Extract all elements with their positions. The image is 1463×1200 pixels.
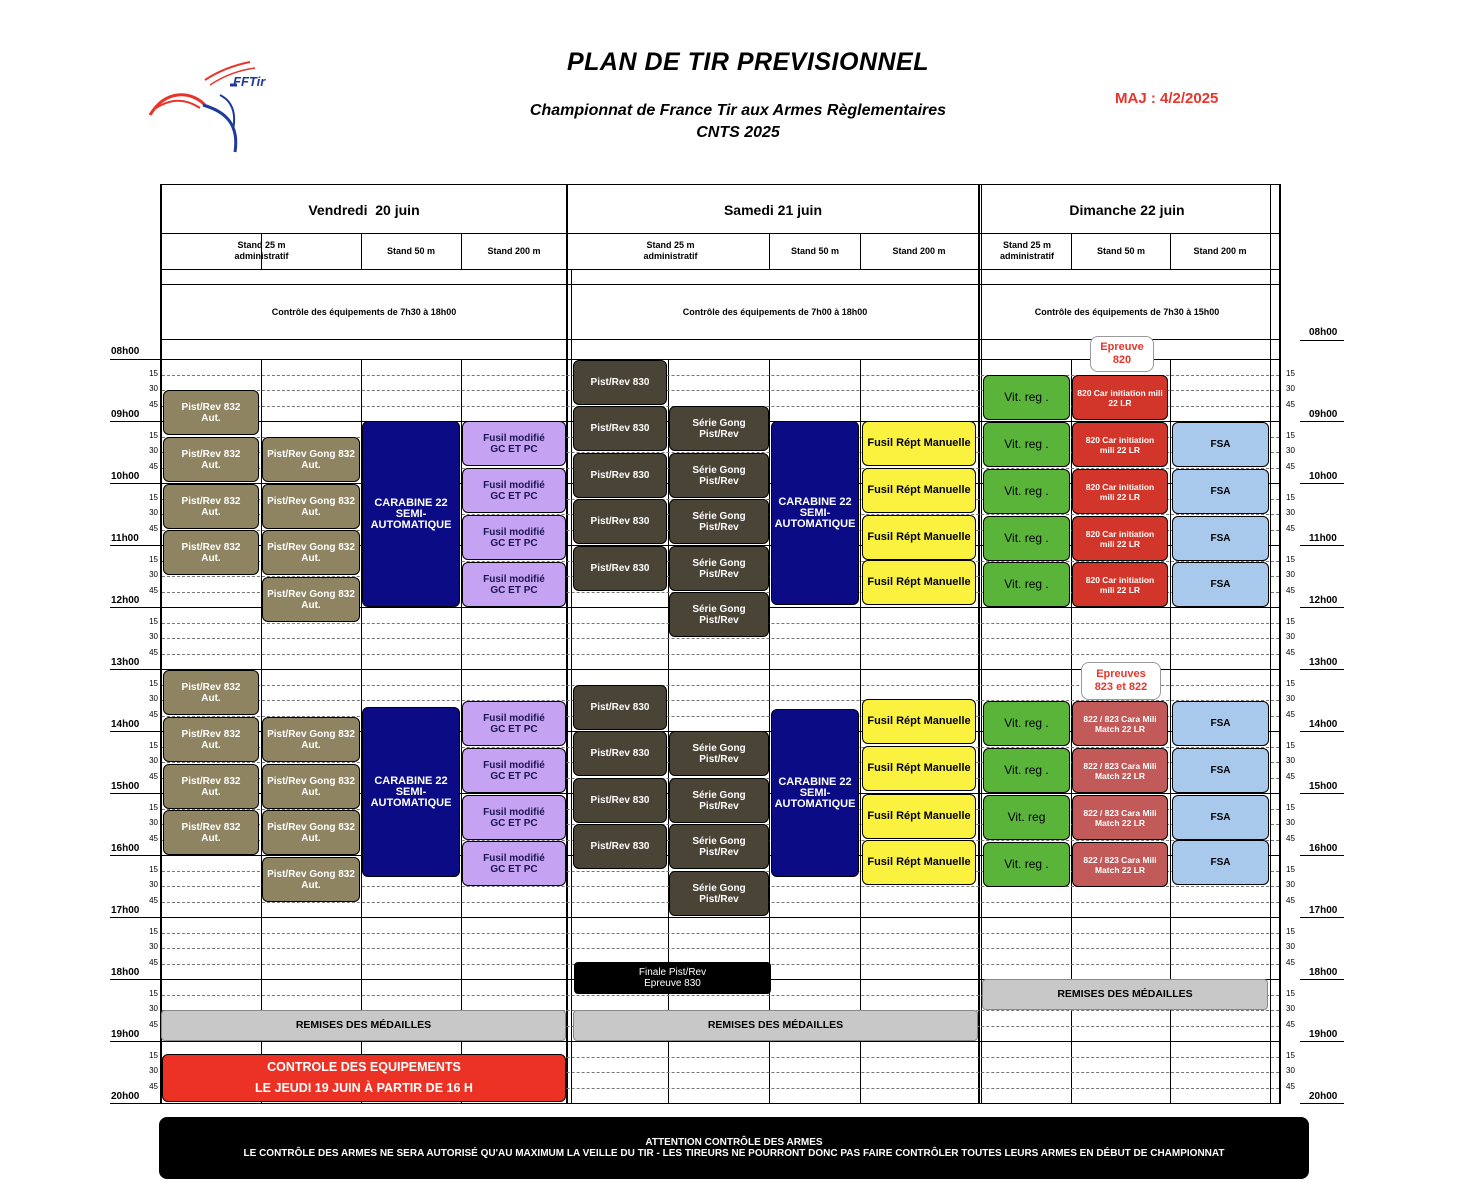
event-pist-rev-830: Pist/Rev 830 — [573, 453, 667, 498]
grid-line — [160, 1041, 1281, 1042]
notice-title: ATTENTION CONTRÔLE DES ARMES — [645, 1137, 823, 1148]
quarter-label: 45 — [149, 957, 158, 967]
quarter-label: 30 — [149, 694, 158, 703]
stand-50m-sunday: Stand 50 m — [1096, 245, 1145, 256]
event-pist-rev-830: Pist/Rev 830 — [573, 731, 667, 776]
time-label-left: 10h00 — [111, 471, 140, 482]
quarter-label: 45 — [149, 585, 158, 595]
event-vit-reg: Vit. reg . — [983, 516, 1070, 561]
event-pist-rev-gong-832: Pist/Rev Gong 832 Aut. — [262, 437, 360, 482]
grid-line — [1300, 421, 1344, 422]
time-label-right: 09h00 — [1309, 409, 1338, 420]
event-pist-rev-832: Pist/Rev 832 Aut. — [163, 810, 259, 855]
grid-line — [110, 855, 160, 856]
quarter-label: 45 — [1286, 461, 1295, 471]
quarter-label: 30 — [149, 942, 158, 951]
quarter-label: 45 — [1286, 771, 1295, 781]
quarter-label: 15 — [149, 554, 158, 564]
grid-line — [160, 184, 1281, 185]
event-pist-rev-gong-832: Pist/Rev Gong 832 Aut. — [262, 484, 360, 529]
event-fusil-modifie: Fusil modifié GC ET PC — [462, 795, 566, 840]
grid-line — [1300, 731, 1344, 732]
quarter-label: 45 — [149, 895, 158, 905]
grid-line — [1300, 917, 1344, 918]
grid-line — [110, 1041, 160, 1042]
quarter-label: 45 — [149, 647, 158, 657]
quarter-label: 45 — [1286, 399, 1295, 409]
grid-line — [162, 933, 1279, 934]
event-pist-rev-832: Pist/Rev 832 Aut. — [163, 670, 259, 715]
quarter-label: 30 — [149, 818, 158, 827]
event-vit-reg: Vit. reg . — [983, 469, 1070, 514]
event-serie-gong: Série Gong Pist/Rev — [669, 824, 769, 869]
quarter-label: 45 — [149, 1081, 158, 1091]
time-label-right: 15h00 — [1309, 781, 1338, 792]
quarter-label: 15 — [1286, 678, 1295, 688]
grid-line — [1279, 184, 1281, 1104]
event-fusil-modifie: Fusil modifié GC ET PC — [462, 562, 566, 607]
event-fusil-modifie: Fusil modifié GC ET PC — [462, 748, 566, 793]
event-carabine-22-semi-auto: CARABINE 22 SEMI- AUTOMATIQUE — [771, 709, 859, 877]
grid-line — [1300, 483, 1344, 484]
quarter-label: 15 — [1286, 616, 1295, 626]
time-label-right: 16h00 — [1309, 843, 1338, 854]
page-title: PLAN DE TIR PREVISIONNEL — [566, 48, 930, 76]
event-pist-rev-832: Pist/Rev 832 Aut. — [163, 390, 259, 435]
quarter-label: 15 — [1286, 492, 1295, 502]
time-label-left: 18h00 — [111, 967, 140, 978]
time-label-left: 20h00 — [111, 1091, 140, 1102]
quarter-label: 15 — [149, 678, 158, 688]
event-820-car-initiation: 820 Car initiation mili 22 LR — [1072, 516, 1168, 561]
event-pist-rev-gong-832: Pist/Rev Gong 832 Aut. — [262, 857, 360, 902]
quarter-label: 15 — [149, 368, 158, 378]
grid-line — [110, 359, 160, 360]
time-label-right: 10h00 — [1309, 471, 1338, 482]
event-serie-gong: Série Gong Pist/Rev — [669, 592, 769, 637]
grid-line — [978, 184, 980, 1104]
quarter-label: 15 — [1286, 368, 1295, 378]
quarter-label: 30 — [1286, 942, 1295, 951]
quarter-label: 15 — [1286, 554, 1295, 564]
quarter-label: 30 — [1286, 818, 1295, 827]
control-info-saturday: Contrôle des équipements de 7h00 à 18h00 — [682, 306, 868, 317]
event-pist-rev-gong-832: Pist/Rev Gong 832 Aut. — [262, 577, 360, 622]
quarter-label: 45 — [149, 523, 158, 533]
event-vit-reg: Vit. reg . — [983, 748, 1070, 793]
quarter-label: 30 — [149, 446, 158, 455]
medal-ceremony-friday: REMISES DES MÉDAILLES — [161, 1010, 566, 1041]
event-serie-gong: Série Gong Pist/Rev — [669, 406, 769, 451]
quarter-label: 45 — [1286, 709, 1295, 719]
time-label-right: 19h00 — [1309, 1029, 1338, 1040]
quarter-label: 15 — [149, 740, 158, 750]
quarter-label: 30 — [149, 1004, 158, 1013]
event-fusil-rept-manuelle: Fusil Répt Manuelle — [862, 746, 976, 791]
notice-text: LE CONTRÔLE DES ARMES NE SERA AUTORISÉ QU'AU MAXIMUM LA VEILLE DU TIR - LES TIREURS NE POURRONT DONC PAS FAIRE CONTRÔLER TOUTES LEURS ARMES EN DÉBUT DE CHAMPIONNAT — [243, 1148, 1225, 1159]
quarter-label: 45 — [149, 1019, 158, 1029]
quarter-label: 15 — [149, 616, 158, 626]
grid-line — [566, 184, 568, 1104]
event-fsa: FSA — [1172, 795, 1269, 840]
grid-line — [1300, 607, 1344, 608]
quarter-label: 45 — [149, 709, 158, 719]
equipment-control-banner — [162, 1054, 566, 1102]
grid-line — [110, 793, 160, 794]
grid-line — [160, 917, 1281, 918]
event-pist-rev-830: Pist/Rev 830 — [573, 824, 667, 869]
time-label-left: 15h00 — [111, 781, 140, 792]
stand-200m-sunday: Stand 200 m — [1193, 245, 1247, 256]
grid-line — [1300, 669, 1344, 670]
grid-line — [1300, 340, 1344, 341]
stand-25m-saturday: Stand 25 m administratif — [643, 240, 698, 261]
event-pist-rev-832: Pist/Rev 832 Aut. — [163, 764, 259, 809]
grid-line — [110, 979, 160, 980]
quarter-label: 45 — [149, 833, 158, 843]
event-pist-rev-830: Pist/Rev 830 — [573, 546, 667, 591]
stand-200m-friday: Stand 200 m — [487, 245, 541, 256]
time-label-right: 17h00 — [1309, 905, 1338, 916]
event-vit-reg: Vit. reg . — [983, 375, 1070, 420]
quarter-label: 45 — [1286, 957, 1295, 967]
grid-line — [1300, 979, 1344, 980]
callout-epreuve-820: Epreuve 820 — [1090, 336, 1154, 372]
quarter-label: 30 — [149, 508, 158, 517]
event-fusil-rept-manuelle: Fusil Répt Manuelle — [862, 560, 976, 605]
day-header-friday: Vendredi 20 juin — [308, 202, 420, 218]
event-fusil-rept-manuelle: Fusil Répt Manuelle — [862, 840, 976, 885]
grid-line — [110, 669, 160, 670]
grid-line — [1300, 855, 1344, 856]
quarter-label: 30 — [149, 384, 158, 393]
quarter-label: 30 — [149, 756, 158, 765]
time-label-right: 20h00 — [1309, 1091, 1338, 1102]
grid-line — [162, 638, 1279, 639]
quarter-label: 15 — [149, 988, 158, 998]
quarter-label: 45 — [1286, 585, 1295, 595]
quarter-label: 30 — [1286, 880, 1295, 889]
day-header-saturday: Samedi 21 juin — [723, 202, 823, 218]
event-fusil-modifie: Fusil modifié GC ET PC — [462, 701, 566, 746]
quarter-label: 45 — [1286, 523, 1295, 533]
quarter-label: 15 — [149, 802, 158, 812]
event-fusil-modifie: Fusil modifié GC ET PC — [462, 515, 566, 560]
event-vit-reg: Vit. reg . — [983, 842, 1070, 887]
quarter-label: 15 — [149, 430, 158, 440]
event-pist-rev-830: Pist/Rev 830 — [573, 685, 667, 730]
quarter-label: 30 — [149, 632, 158, 641]
quarter-label: 30 — [149, 880, 158, 889]
quarter-label: 30 — [1286, 756, 1295, 765]
event-carabine-22-semi-auto: CARABINE 22 SEMI- AUTOMATIQUE — [362, 421, 460, 607]
event-serie-gong: Série Gong Pist/Rev — [669, 499, 769, 544]
time-label-right: 12h00 — [1309, 595, 1338, 606]
event-fusil-modifie: Fusil modifié GC ET PC — [462, 468, 566, 513]
quarter-label: 15 — [149, 926, 158, 936]
grid-line — [110, 483, 160, 484]
time-label-right: 08h00 — [1309, 327, 1338, 338]
event-fsa: FSA — [1172, 840, 1269, 885]
time-label-left: 12h00 — [111, 595, 140, 606]
quarter-label: 15 — [149, 864, 158, 874]
quarter-label: 30 — [1286, 1066, 1295, 1075]
page-subtitle: Championnat de France Tir aux Armes Règlementaires — [529, 102, 947, 119]
quarter-label: 15 — [1286, 430, 1295, 440]
update-date: MAJ : 4/2/2025 — [1115, 90, 1219, 107]
event-finale-pist-rev-830: Finale Pist/Rev Epreuve 830 — [574, 962, 771, 994]
event-820-car-initiation: 820 Car initiation mili 22 LR — [1072, 562, 1168, 607]
event-fusil-modifie: Fusil modifié GC ET PC — [462, 841, 566, 886]
event-serie-gong: Série Gong Pist/Rev — [669, 778, 769, 823]
event-820-car-initiation: 820 Car initiation mili 22 LR — [1072, 422, 1168, 467]
event-pist-rev-832: Pist/Rev 832 Aut. — [163, 484, 259, 529]
event-vit-reg: Vit. reg . — [983, 562, 1070, 607]
event-fsa: FSA — [1172, 469, 1269, 514]
event-fusil-rept-manuelle: Fusil Répt Manuelle — [862, 421, 976, 466]
time-label-left: 14h00 — [111, 719, 140, 730]
quarter-label: 45 — [1286, 833, 1295, 843]
quarter-label: 30 — [149, 1066, 158, 1075]
callout-epreuves-823-822: Epreuves 823 et 822 — [1081, 662, 1161, 700]
banner-line-1: CONTROLE DES EQUIPEMENTS — [267, 1060, 461, 1074]
quarter-label: 30 — [1286, 632, 1295, 641]
event-carabine-22-semi-auto: CARABINE 22 SEMI- AUTOMATIQUE — [771, 421, 859, 605]
event-fsa: FSA — [1172, 516, 1269, 561]
logo-text: FFTir — [233, 74, 266, 89]
weapons-control-notice — [159, 1117, 1309, 1179]
quarter-label: 15 — [1286, 926, 1295, 936]
quarter-label: 15 — [1286, 988, 1295, 998]
event-fusil-rept-manuelle: Fusil Répt Manuelle — [862, 468, 976, 513]
grid-line — [110, 917, 160, 918]
grid-line — [110, 545, 160, 546]
quarter-label: 15 — [1286, 1050, 1295, 1060]
event-822-823-cara-mili: 822 / 823 Cara Mili Match 22 LR — [1072, 795, 1168, 840]
event-fusil-rept-manuelle: Fusil Répt Manuelle — [862, 699, 976, 744]
event-fsa: FSA — [1172, 422, 1269, 467]
quarter-label: 45 — [149, 399, 158, 409]
quarter-label: 15 — [1286, 864, 1295, 874]
grid-line — [110, 1103, 160, 1104]
stand-50m-friday: Stand 50 m — [386, 245, 435, 256]
grid-line — [160, 269, 1281, 270]
grid-line — [162, 654, 1279, 655]
quarter-label: 45 — [1286, 1081, 1295, 1091]
event-pist-rev-830: Pist/Rev 830 — [573, 360, 667, 405]
event-pist-rev-gong-832: Pist/Rev Gong 832 Aut. — [262, 764, 360, 809]
time-label-right: 14h00 — [1309, 719, 1338, 730]
event-vit-reg: Vit. reg . — [983, 701, 1070, 746]
event-vit-reg: Vit. reg — [983, 795, 1070, 840]
event-pist-rev-gong-832: Pist/Rev Gong 832 Aut. — [262, 530, 360, 575]
quarter-label: 15 — [149, 492, 158, 502]
event-fusil-modifie: Fusil modifié GC ET PC — [462, 421, 566, 466]
event-pist-rev-830: Pist/Rev 830 — [573, 499, 667, 544]
event-fusil-rept-manuelle: Fusil Répt Manuelle — [862, 794, 976, 839]
event-pist-rev-832: Pist/Rev 832 Aut. — [163, 437, 259, 482]
time-label-left: 09h00 — [111, 409, 140, 420]
banner-line-2: LE JEUDI 19 JUIN À PARTIR DE 16 H — [255, 1081, 473, 1095]
time-label-right: 13h00 — [1309, 657, 1338, 668]
event-pist-rev-830: Pist/Rev 830 — [573, 778, 667, 823]
quarter-label: 45 — [149, 461, 158, 471]
grid-line — [110, 607, 160, 608]
event-fusil-rept-manuelle: Fusil Répt Manuelle — [862, 515, 976, 560]
quarter-label: 45 — [1286, 1019, 1295, 1029]
stand-200m-saturday: Stand 200 m — [892, 245, 946, 256]
quarter-label: 45 — [1286, 895, 1295, 905]
stand-25m-sunday: Stand 25 m administratif — [999, 240, 1054, 261]
event-820-car-initiation: 820 Car initiation mili 22 LR — [1072, 469, 1168, 514]
quarter-label: 45 — [1286, 647, 1295, 657]
quarter-label: 30 — [1286, 694, 1295, 703]
event-822-823-cara-mili: 822 / 823 Cara Mili Match 22 LR — [1072, 748, 1168, 793]
time-label-left: 19h00 — [111, 1029, 140, 1040]
event-serie-gong: Série Gong Pist/Rev — [669, 453, 769, 498]
time-label-left: 13h00 — [111, 657, 140, 668]
event-serie-gong: Série Gong Pist/Rev — [669, 731, 769, 776]
event-fsa: FSA — [1172, 562, 1269, 607]
medal-ceremony-saturday: REMISES DES MÉDAILLES — [573, 1010, 978, 1041]
day-header-sunday: Dimanche 22 juin — [1069, 202, 1185, 218]
event-fsa: FSA — [1172, 748, 1269, 793]
time-label-left: 17h00 — [111, 905, 140, 916]
quarter-label: 15 — [149, 1050, 158, 1060]
control-info-sunday: Contrôle des équipements de 7h30 à 15h00 — [1034, 306, 1220, 317]
time-label-right: 18h00 — [1309, 967, 1338, 978]
stand-50m-saturday: Stand 50 m — [790, 245, 839, 256]
event-820-car-initiation: 820 Car initiation mili 22 LR — [1072, 375, 1168, 420]
event-vit-reg: Vit. reg . — [983, 422, 1070, 467]
grid-line — [1300, 1041, 1344, 1042]
event-pist-rev-832: Pist/Rev 832 Aut. — [163, 530, 259, 575]
grid-line — [160, 284, 1281, 285]
quarter-label: 45 — [149, 771, 158, 781]
event-pist-rev-gong-832: Pist/Rev Gong 832 Aut. — [262, 717, 360, 762]
event-822-823-cara-mili: 822 / 823 Cara Mili Match 22 LR — [1072, 842, 1168, 887]
event-carabine-22-semi-auto: CARABINE 22 SEMI- AUTOMATIQUE — [362, 707, 460, 877]
event-pist-rev-832: Pist/Rev 832 Aut. — [163, 717, 259, 762]
quarter-label: 30 — [149, 570, 158, 579]
event-serie-gong: Série Gong Pist/Rev — [669, 871, 769, 916]
grid-line — [1300, 545, 1344, 546]
medal-ceremony-sunday: REMISES DES MÉDAILLES — [982, 979, 1268, 1010]
event-pist-rev-gong-832: Pist/Rev Gong 832 Aut. — [262, 810, 360, 855]
event-serie-gong: Série Gong Pist/Rev — [669, 546, 769, 591]
page-subtitle-year: CNTS 2025 — [696, 124, 780, 141]
event-pist-rev-830: Pist/Rev 830 — [573, 406, 667, 451]
time-label-left: 16h00 — [111, 843, 140, 854]
grid-line — [110, 731, 160, 732]
quarter-label: 30 — [1286, 384, 1295, 393]
time-label-left: 08h00 — [111, 346, 140, 357]
control-info-friday: Contrôle des équipements de 7h30 à 18h00 — [271, 306, 457, 317]
quarter-label: 30 — [1286, 1004, 1295, 1013]
quarter-label: 30 — [1286, 446, 1295, 455]
event-fsa: FSA — [1172, 701, 1269, 746]
stand-25m-friday: Stand 25 m administratif — [234, 240, 289, 261]
quarter-label: 15 — [1286, 802, 1295, 812]
grid-line — [162, 948, 1279, 949]
grid-line — [1300, 1103, 1344, 1104]
quarter-label: 30 — [1286, 570, 1295, 579]
grid-line — [160, 1103, 1281, 1104]
grid-line — [110, 421, 160, 422]
quarter-label: 15 — [1286, 740, 1295, 750]
event-822-823-cara-mili: 822 / 823 Cara Mili Match 22 LR — [1072, 701, 1168, 746]
time-label-right: 11h00 — [1309, 533, 1337, 544]
time-label-left: 11h00 — [111, 533, 139, 544]
quarter-label: 30 — [1286, 508, 1295, 517]
grid-line — [1300, 793, 1344, 794]
